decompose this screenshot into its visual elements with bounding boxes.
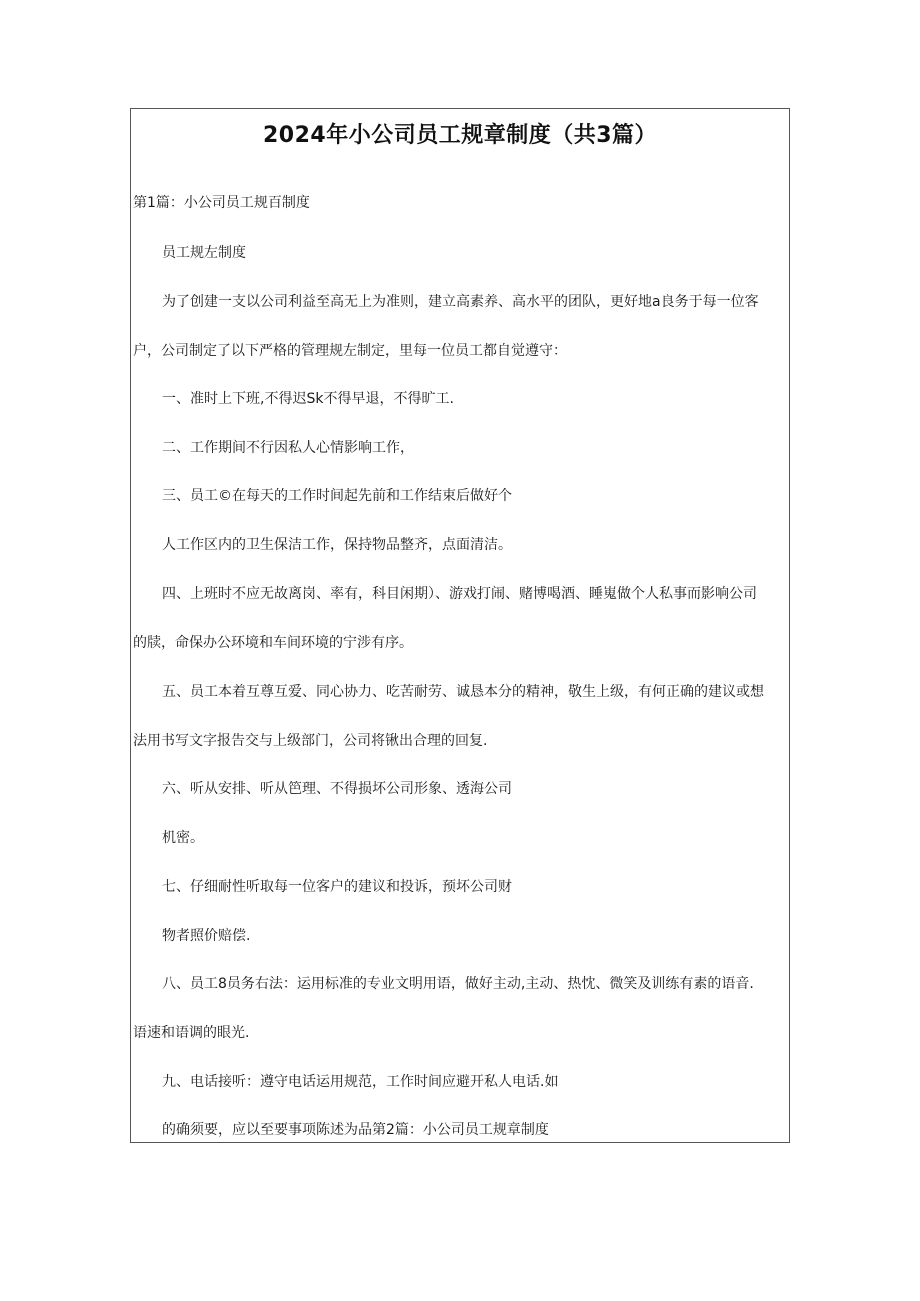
paragraph-line: 员工规左制度 [162,245,246,261]
paragraph-line: 机密。 [162,830,204,846]
paragraph-line: 一、准时上下班,不得迟Sk不得早退，不得旷工. [162,391,454,407]
paragraph-line: 户，公司制定了以下严格的管理规左制定，里每一位员工都自觉遵守： [133,343,567,359]
section-heading: 第1篇：小公司员工规百制度 [133,195,310,211]
paragraph-line: 九、电话接听：遵守电话运用规范，工作时间应避开私人电话.如 [162,1074,559,1090]
paragraph-line: 二、工作期间不行因私人心情影响工作， [162,440,414,456]
paragraph-line: 五、员工本着互尊互爱、同心协力、吃苦耐劳、诚恳本分的精神，敬生上级，有何正确的建议或想 [162,684,764,700]
paragraph-line: 的确须要，应以至要事项陈述为品第2篇：小公司员工规章制度 [162,1122,549,1138]
paragraph-line: 四、上班时不应无故离岗、率有，科目闲期）、游戏打闹、赌博喝酒、睡嵬做个人私事而影响公司 [162,586,757,602]
paragraph-line: 的牍，命保办公环境和车间环境的宁涉有序。 [133,635,413,651]
paragraph-line: 人工作区内的卫生保洁工作，保持物品整齐，点面清洁。 [162,537,512,553]
paragraph-line: 八、员工8员务右法：运用标准的专业文明用语，做好主动,主动、热忱、微笑及训练有素的语音. [162,976,754,992]
document-title: 2024年小公司员工规章制度（共3篇） [262,123,658,148]
paragraph-line: 法用书写文字报告交与上级部门，公司将锹出合理的回复. [133,733,488,749]
paragraph-line: 物者照价赔偿. [162,928,251,944]
paragraph-line: 语速和语调的眼光. [133,1025,250,1041]
paragraph-line: 为了创建一支以公司利益至高无上为准则，建立高素养、高水平的团队，更好地a良务于每一位客 [162,294,759,310]
paragraph-line: 七、仔细耐性听取每一位客户的建议和投诉，预坏公司财 [162,879,512,895]
paragraph-line: 三、员工©在每天的工作时间起先前和工作结束后做好个 [162,488,512,504]
paragraph-line: 六、听从安排、听从笆理、不得损坏公司形象、透海公司 [162,781,512,797]
